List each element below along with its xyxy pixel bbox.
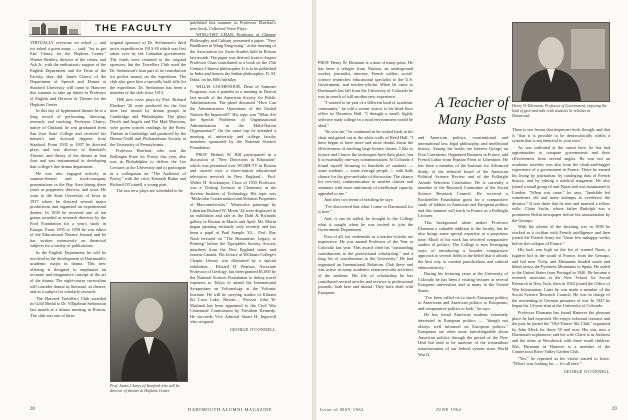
campus-sketch-illustration xyxy=(29,22,81,35)
paragraph: WILLIS COCHENOUR, Dean of Summer Programs, was a panelist at a meeting in Detroit last month of the American Society for Public Administration. The panel discussed "How Can the Administrative Operations of the United Nations Be Improved?" His topic was "What Are the Special Problems of Organizational Administration in the Multi-Nation Organization?" On the same trip he attended a meeting of university and college faculty members sponsored by the National Science Foundation. xyxy=(190,83,276,151)
paragraph: With the advent of the shooting war in 1939 he worked as a civilian with French intelligence and then joined the French Army for "those few unhappy weeks before the collapse of France." xyxy=(512,224,610,246)
paragraph: There is one lesson that impresses both, though, and that is "that it is possible to be democratically within a system that is not identical to your own." xyxy=(512,127,610,144)
paragraph: In this day of hyphenated theater he is a long record of performing, directing, research, and teaching. Professor Clancy, native of Oakland, he was graduated from San Jose State College and received his master's and doctoral degrees from Stanford. From 1935 to 1937 he directed plays and was director of Stanford's Theatre, and theory of the theater at San Jose and was instrumental in developing that college's fine drama department. xyxy=(30,108,106,170)
left-page xyxy=(0,0,312,420)
paragraph: First of all, his credentials as a teacher-scholar are impressive. He was named Professor of the Year at Colorado last year. This award cited his "outstanding contributions to the professional scholarship," and a long list of contributions to the University." He had organized an International Relations Club there and was active in many academic extracurricular activities of the students. His life of scholarship he has contributed several articles and reviews to professional journals, both here and abroad. They have dealt with European xyxy=(318,233,413,295)
paragraph: And, it can be added, he brought to the College what it sought when he was invited to join the Government Department. xyxy=(318,216,413,233)
section-title: THE FACULTY xyxy=(95,23,173,34)
text-column-3 xyxy=(512,12,610,407)
paragraph: And after two terms of teaching he says: xyxy=(324,197,394,203)
paragraph: "So you see," he continued as he rocked back in his chair and gazed out at the white walls of Reed Hall, "I have begun to have more and more doubts about the effectiveness of teaching large lecture classes. I like to lecture and I know the techniques have their place, but it is essentially one-way communication. At Colorado I found myself lecturing to hundreds of students — some students — some average people — with little chance for the give-and-take of discussion. The chance for two-way communication in smaller classes and seminars with more uniformity of intellectual capacity appealed to me." xyxy=(318,129,413,196)
paragraph: Professor Ehrmann has found Hanover the pleasant place he had expected. He enjoys informal contacts and the post he joined the "Old-Timers' Ski Club," organized by John Meck for those 50 and over. His son, now a Dartmouth sophomore, and his wife Claire is in Amherst and the other at Woodstock with three small children. Mrs. Ehrmann in Hanover is a member of the Connecticut River Valley Garden Club. xyxy=(512,310,610,355)
page-number: 28 xyxy=(30,407,35,412)
paragraph: During his lecturing years at the University of Colorado he has been a visiting lecturer at several European universities and at many in the United States. xyxy=(418,271,508,294)
paragraph: PROF. Henry W. Ehrmann is a man of many pasts. He has been a refugee from Nazism, an underground worker, journalist, attorney, French soldier, social-science researcher, educational specialist to the U.S. Government, and teacher-scholar. When he came to Dartmouth last fall from the University of Colorado he was in search of still another new experience. xyxy=(318,60,413,99)
paragraph: "I wanted to be part of a different kind of academic community," he told a recent visitor to his third-floor office in Thornton Hall. "I thought a small, highly selective male college in a rural environment would be ideal." xyxy=(318,100,413,128)
paragraph: PROF. Herbert W. Hill participated in a discussion of "New Directions in Education" which was presented over WGBH-TV in Boston and carried over a three-station educational television network in New England.... Prof. Walter H. Stockmayer, Class of 1935 Professor, was a Visiting Lecturer in Chemistry at the Stevens Institute of Technology. His topic was "Molecular Conformation and Solution Properties of Macromolecules." Watercolor paintings by Librarian Richard W. Morin '24 were displayed in an exhibition and sale at the Dahl & Richards gallery in Boston in March and April. Mr. Morin began painting seriously only recently and has been a pupil of Paul Sample '20.... Prof. Ray Nash lectured on "The Humanistic Legacy to Printing" before the Typophiles Society. Society members from the New England states and eastern Canada. His lecture at Williams College's Chapin Library was illustrated by a special exhibition.... Edward H. Pearson, Associate Professor of Geology, has been granted $1,000 by the National Science Foundation to defray travel expenses to Tokyo to attend the International Symposium on Volcanology at the Volcanic Institute. He will be carrying studies of Kilauea Iki Lava Lake, Hawaii.... Provost John W. Masland has been appointed to the Civil War Centennial Commission by President Kennedy. He succeeds Vice Admiral Stuart H. Ingersoll who resigned. xyxy=(190,151,276,325)
paragraph: WING-TSIT CHAN, Professor of Chinese Philosophy and Culture, presented a paper, "New Buddhism in Wang Yang-ming," at the meeting of the Association for Asian Studies held in Boston last month. The paper was derived from a chapter Professor Chan contributed to a book on the 15th Century Chinese philosopher. It is to be published in India and honors the Indian philosopher, D. M. Datta, on his 60th birthday. xyxy=(190,32,276,82)
paragraph: The Harvard Travellers Club awarded its Gold Medal to Dr. Vilhjalmur Stefansson last month at a dinner meeting in Boston. The club was one of three xyxy=(30,295,106,318)
page-number: 29 xyxy=(612,407,617,412)
running-footer: DARTMOUTH ALUMNI MAGAZINE xyxy=(188,407,273,412)
feature-title: A Teacher of Many Pasts xyxy=(435,95,509,128)
byline: GEORGE O'CONNELL xyxy=(229,327,276,333)
paragraph: "I've discovered that what I came to Dartmouth for is here." xyxy=(318,203,413,215)
text-column-3 xyxy=(190,20,276,408)
paragraph: THE new verse plays by Prof. Richard Eberhart '26 were produced for the first time last month by drama groups in Cambridge and Philadelphia. The plays Devils and Angels and The Mad Musician, were given concert readings by the Poets' Theatre in Cambridge and produced by the Drama Guild and Philomathean Society at the University of Pennsylvania. xyxy=(110,96,186,147)
paragraph: As was indicated at the outset here, he has had opportunities to compare governments and their effectiveness from several angles. He was not an academic traveler; was also from the cloak-and-dagger experience of a government in France. There he earned his living by journalism, by cataloging data of French history, and by editing a medical magazine. He also joined a small group of anti-Nazis and was summoned to London. "When war came," he says, "landslide led sometimes old and naïve attempts to overthrow the dictator." It was there that he met and married a fellow exile, Claire Sachs, whose father Rudolph was a prominent Berlin newspaper before his assassination by the Gestapo. xyxy=(512,144,610,223)
paragraph: published this summer in Professor Eberhart's new book, Collected Verse Plays. xyxy=(190,20,276,31)
paragraph: He was also engaged actively in summer-theater and stock-company presentations in the Bay Area during these years as puppeteer, director, and actor. He went to the State University of Iowa in 1937 where he directed several major productions and organized an experimental theater. In 1939 he received one of ten grants awarded as research directors by the Ford Foundation for a year's study in Europe. From 1955 to 1958 he was editor of the Educational Theatre Journal and he has written extensively on theatrical subjects for a variety of publications. xyxy=(30,170,106,249)
issue-label: Issue of MAY 1962 xyxy=(320,407,364,412)
paragraph: His luck was high on the list of wanted Nazis, a fugitive hid in the south of France, from the Gestapo, and hid near Vichy and Ehrmanns headed south and hiked across the Pyrenees Mountains to Spain. He sailed to the United States from Portugal in 1940. He became a research associate at the New School for Social Research in New York, then in 1943 joined the Office of War Information. Later he was made a member of the Social Science Research Council. He was in charge of the reorienting of German prisoners of war. In 1947 he began his 14-year stint at the University of Colorado. xyxy=(512,247,610,309)
text-column-2 xyxy=(418,135,508,407)
paragraph: This background alone makes Professor Ehrmann a valuable addition to the faculty, but he also brings some special expertise at a propitious time. Much of his work has involved comparative studies of politics. The College is now leveraging ways of introducing a broader comparative approach to several fields in the belief that it affords the best way to combat parochialism and cultural ethnocentricity. xyxy=(418,219,508,270)
text-column-2 xyxy=(110,40,186,278)
right-page xyxy=(316,0,628,420)
text-column-1 xyxy=(318,60,413,405)
paragraph: The two new plays are scheduled to be xyxy=(116,188,183,194)
running-footer: JUNE 1962 xyxy=(436,407,462,412)
paragraph: Professor Eberhart, who won the Bollingen Prize for Poetry this year, also was in Philadelphia to deliver the Lee Lectures at the University and to participate in a colloquium on "The Audience of Poetry" with the critic Kenneth Burke and Richard O'Connell, a young poet. xyxy=(110,148,186,187)
paragraph: original sponsors of Dr. Stefansson's third arctic expedition in 1913-18 which was first taken over by the Canadian government. The funds were returned to the original sponsors, but the Travellers Club used the Dr. Stefansson's loan part of its contribution for pocket money on the expedition. The club also gave him a specially built rifle for the expedition. Dr. Stefansson has been a member of the club since 1913. xyxy=(110,40,186,96)
text-column-1 xyxy=(30,40,106,405)
paragraph: "Yes," he repeated as his visitor started to leave. "What I was looking for — it's all here." xyxy=(512,355,610,367)
byline: GEORGE O'CONNELL xyxy=(563,368,610,374)
paragraph: In the English Department he will be involved in the development of Dartmouth's academic major in drama. This new offering is designed to emphasize an accurate and imaginative concept of the art of the drama. The eight-course curriculum will consider drama as literature, as theater, and as a subject for scholarly research. xyxy=(30,249,106,295)
paragraph: VIRTUALLY everyone we asked — and we asked a great many — said, "try to get Eric Clancy for the Hopkins Center." Warner Bentley, director of the center, and Ash Jr., with the enthusiastic support of the English Department and the Dean of the Faculty, they did. James Clancy of the Department of Speech and Drama at Stanford University will come to Hanover this summer to take up duties as Professor of English and Director of Theater for the Hopkins Center. xyxy=(30,40,106,107)
photo-caption: Henry W. Ehrmann, Professor of Government, enjoying the kind of give-and-take with students he relishes at Dartmouth. xyxy=(512,103,607,118)
photo-caption: Prof. James Clancy of Stanford who will be director of theater at Hopkins Center. xyxy=(110,383,180,393)
paragraph: He has found American students extremely interested in European politics — "though not always well informed on European politics." Europeans are often more knowledgeable about American politics through the period of the New Deal but tend to be unaware of the tremendous transformation of our federal system since World War II. xyxy=(418,312,508,357)
paragraph: "I've been called on to teach European politics to Americans and American politics to Europeans, and comparative politics to both," he says. xyxy=(418,294,508,311)
paragraph: and American politics, constitutional and international law, legal philosophy, and intellectual history. Among his books are Interest Groups on Four Continents, Organized Business in France, and French Labor from Popular Front to Liberation. He has been a member of the Institute for Advanced Study, of the editorial board of the American Political Science Review and of the Fulbright Awards Selection Committee. He is currently a member of the Research Committee of the Social Science Research Council. He received a Rockefeller Foundation grant for a comparative study of lobbies in American and European politics and this summer will teach in France as a Fulbright Lecturer. xyxy=(418,135,508,219)
portrait-photo-clancy xyxy=(110,282,188,382)
photo-spacer xyxy=(512,12,610,127)
